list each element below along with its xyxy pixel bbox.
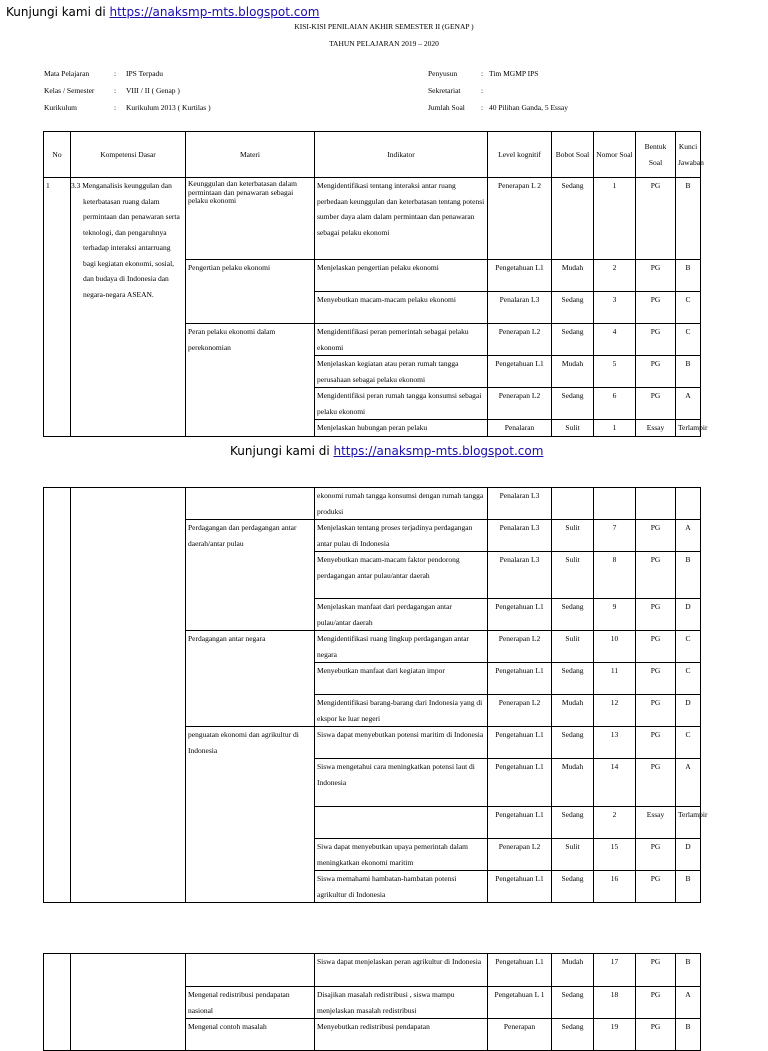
kunci-cell: A	[676, 987, 701, 1019]
nomor-cell: 9	[594, 599, 636, 631]
bobot-cell: Sedang	[552, 599, 594, 631]
indikator-cell	[315, 807, 488, 839]
meta-sep: :	[114, 86, 117, 95]
bobot-cell: Sedang	[552, 292, 594, 324]
bentuk-cell: PG	[636, 388, 676, 420]
indikator-cell: Menyebutkan macam-macam faktor pendorong perdagangan antar pulau/antar daerah	[315, 552, 488, 599]
indikator-cell: Menyebutkan macam-macam pelaku ekonomi	[315, 292, 488, 324]
meta-sep: :	[481, 86, 484, 95]
level-cell: Pengetahuan L 1	[488, 987, 552, 1019]
level-cell: Penerapan	[488, 1019, 552, 1051]
header-kd: Kompetensi Dasar	[71, 132, 186, 178]
indikator-cell: Siwa dapat menyebutkan upaya pemerintah dalam meningkatkan ekonomi maritim	[315, 839, 488, 871]
bobot-cell: Sulit	[552, 520, 594, 552]
promo-banner	[6, 5, 319, 19]
indikator-cell: Mengidentifikasi barang-barang dari Indonesia yang di ekspor ke luar negeri	[315, 695, 488, 727]
bentuk-cell: PG	[636, 324, 676, 356]
nomor-cell: 2	[594, 260, 636, 292]
bentuk-cell: PG	[636, 727, 676, 759]
header-indikator: Indikator	[315, 132, 488, 178]
bentuk-cell: Essay	[636, 420, 676, 437]
bobot-cell: Sulit	[552, 420, 594, 437]
kunci-cell: B	[676, 954, 701, 987]
nomor-cell: 3	[594, 292, 636, 324]
indikator-cell: Siswa memahami hambatan-hambatan potensi agrikultur di Indonesia	[315, 871, 488, 903]
indikator-cell: Menjelaskan pengertian pelaku ekonomi	[315, 260, 488, 292]
table-row	[44, 178, 701, 260]
level-cell: Penerapan L2	[488, 839, 552, 871]
level-cell: Pengetahuan L1	[488, 954, 552, 987]
meta-value: IPS Terpadu	[126, 69, 164, 78]
meta-sep: :	[481, 69, 484, 78]
nomor-cell: 16	[594, 871, 636, 903]
kunci-cell: C	[676, 292, 701, 324]
bentuk-cell: PG	[636, 987, 676, 1019]
bobot-cell: Sedang	[552, 178, 594, 260]
row-number	[44, 488, 71, 903]
kunci-cell: B	[676, 1019, 701, 1051]
bentuk-cell: PG	[636, 552, 676, 599]
kunci-cell: A	[676, 759, 701, 807]
kunci-cell: Terlampir	[676, 420, 701, 437]
materi-cell: penguatan ekonomi dan agrikultur di Indonesia	[186, 727, 315, 903]
table-header-row	[44, 132, 701, 178]
nomor-cell: 7	[594, 520, 636, 552]
meta-label: Kelas / Semester	[44, 86, 95, 95]
indikator-cell: Siswa mengetahui cara meningkatkan potensi laut di Indonesia	[315, 759, 488, 807]
level-cell: Pengetahuan L1	[488, 599, 552, 631]
header-materi: Materi	[186, 132, 315, 178]
meta-label: Jumlah Soal	[428, 103, 465, 112]
meta-value: Kurikulum 2013 ( Kurtilas )	[126, 103, 211, 112]
bobot-cell: Sedang	[552, 987, 594, 1019]
kunci-cell: B	[676, 178, 701, 260]
meta-row	[428, 86, 568, 103]
meta-left	[44, 69, 211, 120]
bentuk-cell: PG	[636, 599, 676, 631]
row-number	[44, 954, 71, 1051]
indikator-cell: Disajikan masalah redistribusi , siswa mampu menjelaskan masalah redistribusi	[315, 987, 488, 1019]
promo-link[interactable]: https://anaksmp-mts.blogspot.com	[333, 444, 544, 458]
indikator-cell: ekonomi rumah tangga konsumsi dengan rumah tangga produksi	[315, 488, 488, 520]
meta-sep: :	[481, 103, 484, 112]
bobot-cell: Sedang	[552, 727, 594, 759]
kompetensi-dasar	[71, 954, 186, 1051]
level-cell: Pengetahuan L1	[488, 807, 552, 839]
kunci-cell: C	[676, 727, 701, 759]
bobot-cell: Sedang	[552, 388, 594, 420]
kisi-table-page-1	[43, 131, 708, 437]
nomor-cell: 10	[594, 631, 636, 663]
indikator-cell: Siswa dapat menjelaskan peran agrikultur di Indonesia	[315, 954, 488, 987]
bentuk-cell: PG	[636, 663, 676, 695]
bobot-cell: Sulit	[552, 552, 594, 599]
level-cell: Pengetahuan L1	[488, 871, 552, 903]
promo-text: Kunjungi kami di	[6, 5, 110, 19]
materi-cell: Pengertian pelaku ekonomi	[186, 260, 315, 324]
bentuk-cell: PG	[636, 292, 676, 324]
meta-label: Mata Pelajaran	[44, 69, 90, 78]
materi-cell: Peran pelaku ekonomi dalam perekonomian	[186, 324, 315, 437]
level-cell: Penerapan L2	[488, 695, 552, 727]
kunci-cell: D	[676, 695, 701, 727]
materi-cell: Mengenal redistribusi pendapatan nasional	[186, 987, 315, 1019]
bentuk-cell	[636, 488, 676, 520]
meta-label: Penyusun	[428, 69, 458, 78]
kompetensi-dasar	[71, 488, 186, 903]
nomor-cell: 14	[594, 759, 636, 807]
kunci-cell: A	[676, 520, 701, 552]
materi-cell	[186, 954, 315, 987]
header-bentuk: Bentuk Soal	[636, 132, 676, 178]
kunci-cell: B	[676, 871, 701, 903]
table-row	[44, 488, 701, 520]
promo-link[interactable]: https://anaksmp-mts.blogspot.com	[109, 5, 320, 19]
indikator-cell: Menyebutkan manfaat dari kegiatan impor	[315, 663, 488, 695]
table-row	[44, 954, 701, 987]
materi-cell: Perdagangan dan perdagangan antar daerah/antar pulau	[186, 520, 315, 631]
indikator-cell: Mengidentifikasi ruang lingkup perdagangan antar negara	[315, 631, 488, 663]
level-cell: Penerapan L2	[488, 324, 552, 356]
nomor-cell: 13	[594, 727, 636, 759]
kunci-cell: C	[676, 631, 701, 663]
meta-value: VIII / II ( Genap )	[126, 86, 180, 95]
nomor-cell: 1	[594, 420, 636, 437]
meta-sep: :	[114, 69, 117, 78]
meta-sep: :	[114, 103, 117, 112]
kisi-table-page-3	[43, 953, 701, 1051]
bentuk-cell: PG	[636, 695, 676, 727]
header-no: No	[44, 132, 71, 178]
bentuk-cell: PG	[636, 839, 676, 871]
nomor-cell: 11	[594, 663, 636, 695]
nomor-cell: 8	[594, 552, 636, 599]
kisi-table-page-2	[43, 487, 708, 903]
kunci-cell: B	[676, 552, 701, 599]
row-number: 1	[44, 178, 71, 437]
bobot-cell: Sedang	[552, 871, 594, 903]
level-cell: Penerapan L2	[488, 388, 552, 420]
meta-right	[428, 69, 568, 120]
bobot-cell	[552, 488, 594, 520]
level-cell: Pengetahuan L1	[488, 759, 552, 807]
level-cell: Penalaran L3	[488, 292, 552, 324]
indikator-cell: Mengidentifikasi peran pemerintah sebagai pelaku ekonomi	[315, 324, 488, 356]
document-year: TAHUN PELAJARAN 2019 – 2020	[329, 39, 439, 48]
document-title: KISI-KISI PENILAIAN AKHIR SEMESTER II (GENAP )	[294, 22, 474, 31]
level-cell: Penalaran L3	[488, 520, 552, 552]
promo-banner	[230, 444, 543, 458]
indikator-cell: Mengidentifiksi peran rumah tangga konsumsi sebagai pelaku ekonomi	[315, 388, 488, 420]
kunci-cell: D	[676, 599, 701, 631]
nomor-cell: 18	[594, 987, 636, 1019]
kunci-cell: B	[676, 356, 701, 388]
level-cell: Penerapan L2	[488, 631, 552, 663]
bobot-cell: Mudah	[552, 260, 594, 292]
kunci-cell: C	[676, 324, 701, 356]
materi-cell: Keunggulan dan keterbatasan dalam permintaan dan penawaran sebagai pelaku ekonomi	[186, 178, 315, 260]
kunci-cell: C	[676, 663, 701, 695]
bobot-cell: Sedang	[552, 1019, 594, 1051]
indikator-cell: Menyebutkan redistribusi pendapatan	[315, 1019, 488, 1051]
nomor-cell: 19	[594, 1019, 636, 1051]
level-cell: Pengetahuan L1	[488, 356, 552, 388]
level-cell: Penalaran L3	[488, 488, 552, 520]
indikator-cell: Menjelaskan manfaat dari perdagangan antar pulau/antar daerah	[315, 599, 488, 631]
header-kunci: Kunci Jawaban	[676, 132, 701, 178]
meta-label: Kurikulum	[44, 103, 77, 112]
meta-row	[428, 103, 568, 120]
materi-cell	[186, 488, 315, 520]
indikator-cell: Menjelaskan kegiatan atau peran rumah tangga perusahaan sebagai pelaku ekonomi	[315, 356, 488, 388]
kompetensi-dasar: 3.3 Menganalisis keunggulan dan keterbatasan ruang dalam permintaan dan penawaran serta teknologi, dan pengaruhnya terhadap interaksi antarruang bagi kegiatan ekonomi, sosial, dan budaya di Indonesia dan negara-negara ASEAN.	[71, 178, 186, 437]
bobot-cell: Sedang	[552, 663, 594, 695]
kunci-cell	[676, 488, 701, 520]
nomor-cell: 5	[594, 356, 636, 388]
bobot-cell: Sulit	[552, 631, 594, 663]
level-cell: Penalaran L3	[488, 552, 552, 599]
bobot-cell: Sedang	[552, 324, 594, 356]
meta-value: Tim MGMP IPS	[489, 69, 539, 78]
kunci-cell: B	[676, 260, 701, 292]
indikator-cell: Menjelaskan tentang proses terjadinya perdagangan antar pulau di Indonesia	[315, 520, 488, 552]
level-cell: Pengetahuan L1	[488, 260, 552, 292]
bentuk-cell: PG	[636, 631, 676, 663]
bentuk-cell: PG	[636, 1019, 676, 1051]
bobot-cell: Mudah	[552, 954, 594, 987]
materi-cell: Perdagangan antar negara	[186, 631, 315, 727]
nomor-cell: 17	[594, 954, 636, 987]
bobot-cell: Mudah	[552, 759, 594, 807]
kunci-cell: A	[676, 388, 701, 420]
bobot-cell: Mudah	[552, 695, 594, 727]
bentuk-cell: PG	[636, 759, 676, 807]
nomor-cell: 2	[594, 807, 636, 839]
level-cell: Pengetahuan L1	[488, 663, 552, 695]
meta-row	[44, 103, 211, 120]
nomor-cell	[594, 488, 636, 520]
bobot-cell: Sulit	[552, 839, 594, 871]
level-cell: Pengetahuan L1	[488, 727, 552, 759]
bentuk-cell: PG	[636, 954, 676, 987]
nomor-cell: 4	[594, 324, 636, 356]
bentuk-cell: PG	[636, 871, 676, 903]
kunci-cell: D	[676, 839, 701, 871]
bentuk-cell: Essay	[636, 807, 676, 839]
nomor-cell: 6	[594, 388, 636, 420]
meta-label: Sekretariat	[428, 86, 461, 95]
materi-cell: Mengenal contoh masalah	[186, 1019, 315, 1051]
meta-row	[44, 69, 211, 86]
nomor-cell: 1	[594, 178, 636, 260]
kunci-cell: Terlampir	[676, 807, 701, 839]
bobot-cell: Sedang	[552, 807, 594, 839]
indikator-cell: Siswa dapat menyebutkan potensi maritim di Indonesia	[315, 727, 488, 759]
nomor-cell: 12	[594, 695, 636, 727]
meta-row	[428, 69, 568, 86]
bentuk-cell: PG	[636, 520, 676, 552]
indikator-cell: Menjelaskan hubungan peran pelaku	[315, 420, 488, 437]
bobot-cell: Mudah	[552, 356, 594, 388]
meta-row	[44, 86, 211, 103]
header-bobot: Bobot Soal	[552, 132, 594, 178]
promo-text: Kunjungi kami di	[230, 444, 334, 458]
meta-value: 40 Pilihan Ganda, 5 Essay	[489, 103, 568, 112]
indikator-cell: Mengidentifikasi tentang interaksi antar ruang perbedaan keunggulan dan keterbatasan tentang potensi sumber daya alam dalam permintaan dan penawaran sebagai pelaku ekonomi	[315, 178, 488, 260]
header-nomor: Nomor Soal	[594, 132, 636, 178]
level-cell: Penalaran	[488, 420, 552, 437]
bentuk-cell: PG	[636, 356, 676, 388]
nomor-cell: 15	[594, 839, 636, 871]
level-cell: Penerapan L 2	[488, 178, 552, 260]
header-level: Level kognitif	[488, 132, 552, 178]
bentuk-cell: PG	[636, 178, 676, 260]
bentuk-cell: PG	[636, 260, 676, 292]
